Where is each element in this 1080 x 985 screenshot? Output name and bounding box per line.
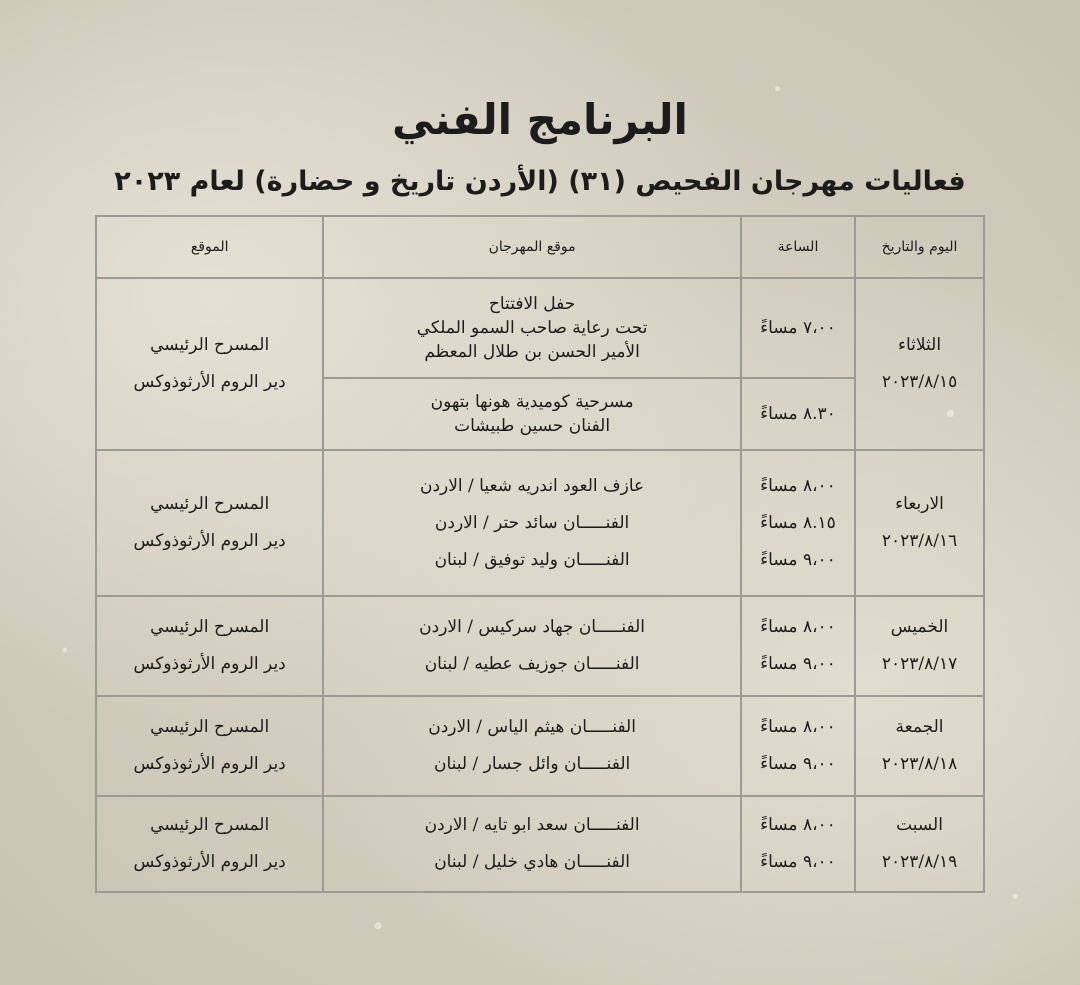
event-time: ٩،٠٠ مساءً xyxy=(760,852,836,872)
table-row xyxy=(96,278,984,378)
location-cell xyxy=(96,696,323,796)
location-line: المسرح الرئيسي xyxy=(150,494,270,514)
page-subtitle: فعاليات مهرجان الفحيص (٣١) (الأردن تاريخ و حضارة) لعام ٢٠٢٣ xyxy=(114,166,966,197)
event-line: حفل الافتتاح xyxy=(488,294,576,314)
day-date: ٢٠٢٣/٨/١٨ xyxy=(881,754,958,774)
event-time: ٩،٠٠ مساءً xyxy=(760,654,836,674)
time-cell xyxy=(741,696,855,796)
table-row xyxy=(96,796,984,892)
event-line: الفنـــــان وائل جسار / لبنان xyxy=(433,754,631,774)
event-line: الفنـــــان هيثم الياس / الاردن xyxy=(428,717,636,737)
event-time: ٨،٠٠ مساءً xyxy=(760,617,836,637)
schedule-table xyxy=(95,215,985,893)
event-time: ٩،٠٠ مساءً xyxy=(760,549,836,570)
festival-site-cell xyxy=(323,696,741,796)
time-cell xyxy=(741,378,855,450)
location-line: دير الروم الأرثوذوكس xyxy=(133,654,286,674)
day-date: ٢٠٢٣/٨/١٧ xyxy=(881,654,958,674)
location-line: المسرح الرئيسي xyxy=(150,815,270,835)
day-name: الجمعة xyxy=(895,717,944,737)
day-name: السبت xyxy=(896,815,943,835)
day-name: الاربعاء xyxy=(895,494,944,514)
location-line: المسرح الرئيسي xyxy=(150,335,270,355)
event-line: الفنـــــان هادي خليل / لبنان xyxy=(434,852,630,872)
event-time: ٨،٠٠ مساءً xyxy=(760,717,836,737)
time-cell xyxy=(741,278,855,378)
event-line: مسرحية كوميدية هونها بتهون xyxy=(430,392,634,412)
event-time: ٨.١٥ مساءً xyxy=(760,512,836,533)
festival-site-cell xyxy=(323,596,741,696)
day-date-cell xyxy=(855,596,984,696)
event-line: تحت رعاية صاحب السمو الملكي xyxy=(416,318,648,338)
event-line: الفنـــــان جوزيف عطيه / لبنان xyxy=(424,654,640,674)
event-line: الفنـــــان وليد توفيق / لبنان xyxy=(434,549,630,570)
festival-site-cell xyxy=(323,278,741,378)
day-date: ٢٠٢٣/٨/١٥ xyxy=(881,372,958,392)
day-date-cell xyxy=(855,450,984,596)
event-time: ٧،٠٠ مساءً xyxy=(760,317,836,338)
event-line: الفنـــــان سعد ابو تايه / الاردن xyxy=(424,815,640,835)
festival-site-cell xyxy=(323,796,741,892)
event-line: الفنـــــان جهاد سركيس / الاردن xyxy=(419,617,646,637)
page-title: البرنامج الفني xyxy=(392,95,688,144)
event-time: ٨.٣٠ مساءً xyxy=(760,403,836,424)
location-line: دير الروم الأرثوذوكس xyxy=(133,852,286,872)
location-cell xyxy=(96,278,323,450)
festival-site-cell xyxy=(323,378,741,450)
day-date-cell xyxy=(855,696,984,796)
event-line: الفنـــــان سائد حتر / الاردن xyxy=(434,512,630,533)
table-row xyxy=(96,596,984,696)
header-day-date: اليوم والتاريخ xyxy=(855,216,984,278)
event-time: ٩،٠٠ مساءً xyxy=(760,754,836,774)
table-row xyxy=(96,450,984,596)
table-row xyxy=(96,696,984,796)
location-cell xyxy=(96,450,323,596)
table-header-row xyxy=(96,216,984,278)
event-line: الفنان حسين طبيشات xyxy=(454,416,611,436)
day-name: الثلاثاء xyxy=(897,335,942,355)
time-cell xyxy=(741,596,855,696)
location-cell xyxy=(96,596,323,696)
festival-site-cell xyxy=(323,450,741,596)
location-line: دير الروم الأرثوذوكس xyxy=(133,372,286,392)
header-time: الساعة xyxy=(741,216,855,278)
location-cell xyxy=(96,796,323,892)
event-time: ٨،٠٠ مساءً xyxy=(760,475,836,496)
header-location: الموقع xyxy=(96,216,323,278)
location-line: المسرح الرئيسي xyxy=(150,617,270,637)
day-date: ٢٠٢٣/٨/١٩ xyxy=(881,852,958,872)
day-date-cell xyxy=(855,278,984,450)
time-cell xyxy=(741,796,855,892)
day-date-cell xyxy=(855,796,984,892)
event-line: عازف العود اندريه شعيا / الاردن xyxy=(419,475,645,496)
location-line: دير الروم الأرثوذوكس xyxy=(133,531,286,551)
header-festival-site: موقع المهرجان xyxy=(323,216,741,278)
location-line: دير الروم الأرثوذوكس xyxy=(133,754,286,774)
day-date: ٢٠٢٣/٨/١٦ xyxy=(881,531,958,551)
day-name: الخميس xyxy=(890,617,949,637)
event-line: الأمير الحسن بن طلال المعظم xyxy=(424,342,640,362)
event-time: ٨،٠٠ مساءً xyxy=(760,815,836,835)
location-line: المسرح الرئيسي xyxy=(150,717,270,737)
time-cell xyxy=(741,450,855,596)
